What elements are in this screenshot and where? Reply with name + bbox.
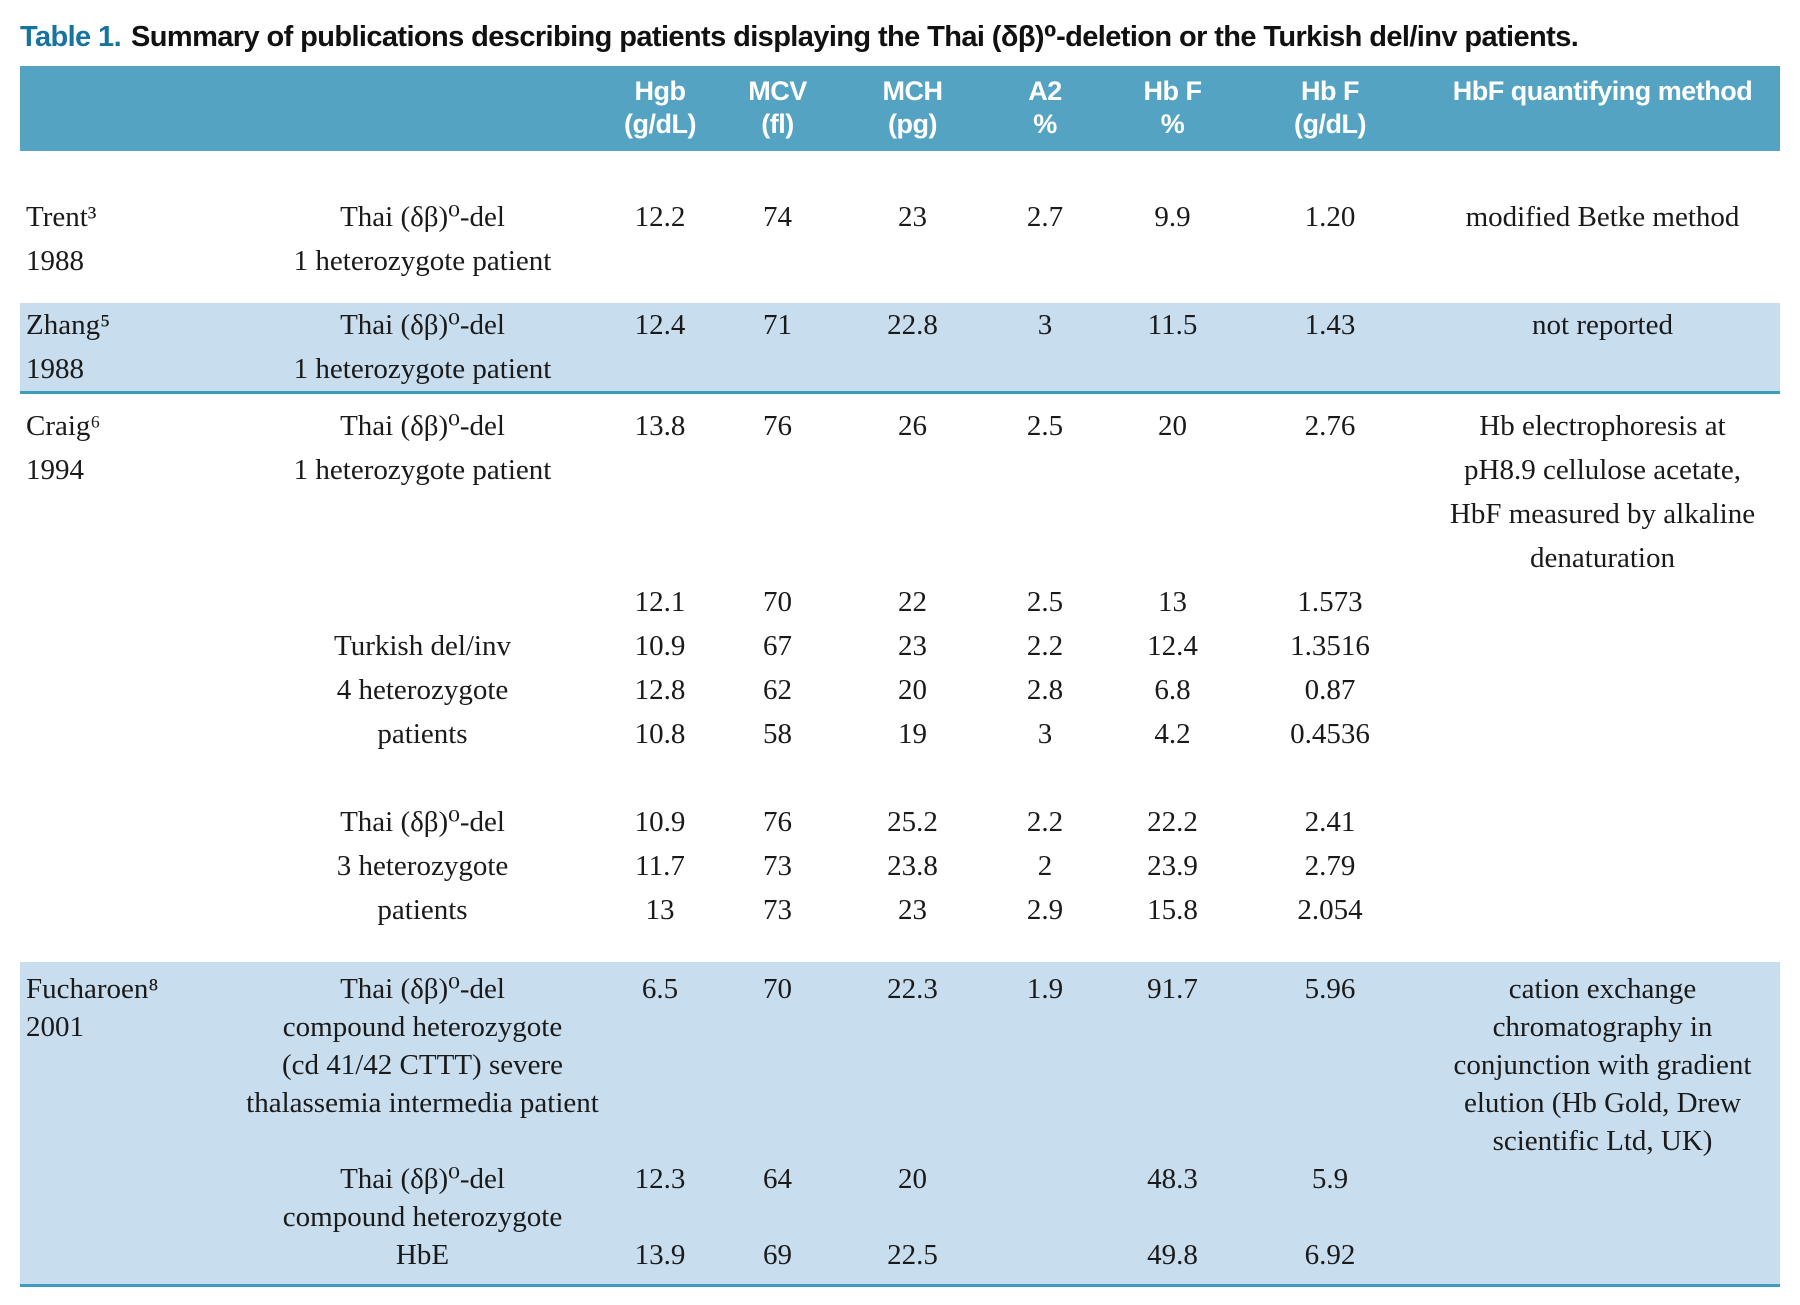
- genotype-cell: Thai (δβ)⁰-del: [340, 309, 505, 341]
- table-caption: [20, 20, 1780, 54]
- value-cell: 5.96: [1304, 973, 1356, 1005]
- table-row: [20, 1160, 1780, 1198]
- value-cell: 11.5: [1147, 309, 1198, 341]
- header-cell: [1425, 75, 1780, 141]
- method-cell: HbF measured by alkaline: [1449, 498, 1756, 530]
- value-cell: 22: [898, 586, 927, 618]
- method-cell: elution (Hb Gold, Drew: [1463, 1087, 1742, 1119]
- value-cell: 12.4: [1147, 630, 1198, 662]
- value-cell: 12.8: [634, 674, 686, 706]
- value-cell: 91.7: [1147, 973, 1198, 1005]
- value-cell: 2.9: [1026, 894, 1064, 926]
- value-cell: 23: [898, 894, 927, 926]
- table-row: [20, 195, 1780, 239]
- value-cell: 23: [898, 201, 927, 233]
- table-row: [20, 303, 1780, 347]
- value-cell: 23.9: [1147, 850, 1198, 882]
- table-row: [20, 668, 1780, 712]
- value-cell: 3: [1037, 718, 1053, 750]
- table-row: [20, 239, 1780, 283]
- header-cell-line: %: [1160, 109, 1185, 139]
- value-cell: 2.41: [1304, 806, 1356, 838]
- genotype-cell: HbE: [395, 1239, 450, 1271]
- value-cell: 11.7: [635, 850, 685, 882]
- header-cell: [20, 75, 235, 141]
- value-cell: 5.9: [1311, 1163, 1349, 1195]
- header-cell-line: (pg): [888, 109, 937, 139]
- table-row: [20, 580, 1780, 624]
- value-cell: 12.4: [634, 309, 686, 341]
- header-cell-line: MCV: [748, 76, 807, 106]
- method-cell: not reported: [1532, 309, 1673, 341]
- genotype-cell: patients: [377, 718, 468, 750]
- value-cell: 2.5: [1026, 410, 1064, 442]
- header-cell-line: Hb F: [1301, 76, 1359, 106]
- table-row: [20, 712, 1780, 756]
- method-cell: denaturation: [1530, 542, 1675, 574]
- value-cell: 10.8: [634, 718, 686, 750]
- table-section-fucharoen-2001: [20, 962, 1780, 1287]
- value-cell: 12.3: [634, 1163, 686, 1195]
- value-cell: 23: [898, 630, 927, 662]
- value-cell: 49.8: [1147, 1239, 1198, 1271]
- table-row: [20, 347, 1780, 391]
- reference-cell: 1988: [26, 245, 84, 277]
- value-cell: 23.8: [887, 850, 938, 882]
- header-cell-line: MCH: [882, 76, 943, 106]
- genotype-cell: 1 heterozygote patient: [293, 245, 552, 277]
- method-cell: scientific Ltd, UK): [1492, 1125, 1713, 1157]
- summary-table: [20, 66, 1780, 1287]
- value-cell: 3: [1037, 309, 1053, 341]
- reference-cell: 1988: [26, 353, 84, 385]
- value-cell: 69: [763, 1239, 792, 1271]
- value-cell: 12.1: [634, 586, 686, 618]
- reference-cell: 2001: [26, 1011, 84, 1043]
- table-row: [20, 800, 1780, 844]
- method-cell: cation exchange: [1508, 973, 1697, 1005]
- genotype-cell: Thai (δβ)⁰-del: [340, 201, 505, 233]
- genotype-cell: patients: [377, 894, 468, 926]
- value-cell: 15.8: [1147, 894, 1198, 926]
- method-cell: conjunction with gradient: [1453, 1049, 1752, 1081]
- genotype-cell: Thai (δβ)⁰-del: [340, 973, 505, 1005]
- genotype-cell: 1 heterozygote patient: [293, 454, 552, 486]
- table-section-craig-1994: [20, 394, 1780, 962]
- header-cell-line: Hb F: [1143, 76, 1202, 106]
- value-cell: 20: [898, 1163, 927, 1195]
- table-row: [20, 1198, 1780, 1236]
- table-row: [20, 624, 1780, 668]
- value-cell: 70: [763, 586, 792, 618]
- value-cell: 10.9: [634, 630, 686, 662]
- value-cell: 1.43: [1304, 309, 1356, 341]
- value-cell: 2.2: [1026, 806, 1064, 838]
- header-cell: [710, 75, 845, 141]
- value-cell: 26: [898, 410, 927, 442]
- value-cell: 2: [1037, 850, 1053, 882]
- value-cell: 6.5: [641, 973, 679, 1005]
- value-cell: 20: [898, 674, 927, 706]
- value-cell: 22.3: [887, 973, 938, 1005]
- genotype-cell: compound heterozygote: [282, 1011, 563, 1043]
- value-cell: 9.9: [1154, 201, 1191, 233]
- reference-cell: Craig⁶: [26, 410, 101, 442]
- table-row: [20, 404, 1780, 448]
- header-cell: [980, 75, 1110, 141]
- table-row: [20, 888, 1780, 932]
- table-row: [20, 970, 1780, 1008]
- genotype-cell: (cd 41/42 CTTT) severe: [281, 1049, 564, 1081]
- value-cell: 58: [763, 718, 792, 750]
- value-cell: 76: [763, 806, 792, 838]
- value-cell: 25.2: [887, 806, 938, 838]
- method-cell: modified Betke method: [1465, 201, 1740, 233]
- value-cell: 2.76: [1304, 410, 1356, 442]
- value-cell: 13: [1158, 586, 1187, 618]
- table-row: [20, 1046, 1780, 1084]
- genotype-cell: Turkish del/inv: [334, 630, 511, 662]
- reference-cell: Zhang⁵: [26, 309, 111, 341]
- reference-cell: 1994: [26, 454, 84, 486]
- header-cell-line: (g/dL): [624, 109, 696, 139]
- value-cell: 22.5: [887, 1239, 938, 1271]
- table-row: [20, 536, 1780, 580]
- value-cell: 67: [763, 630, 792, 662]
- value-cell: 48.3: [1147, 1163, 1198, 1195]
- header-cell-line: HbF quantifying method: [1452, 76, 1753, 106]
- value-cell: 71: [763, 309, 792, 341]
- table-row: [20, 756, 1780, 800]
- header-cell: [1110, 75, 1235, 141]
- table-row: [20, 1084, 1780, 1122]
- value-cell: 4.2: [1154, 718, 1191, 750]
- method-cell: chromatography in: [1492, 1011, 1713, 1043]
- reference-cell: Fucharoen⁸: [26, 973, 159, 1005]
- value-cell: 13.9: [634, 1239, 686, 1271]
- value-cell: 73: [763, 850, 792, 882]
- value-cell: 76: [763, 410, 792, 442]
- value-cell: 2.054: [1297, 894, 1363, 926]
- header-cell: [235, 75, 610, 141]
- value-cell: 1.20: [1304, 201, 1356, 233]
- value-cell: 70: [763, 973, 792, 1005]
- method-cell: Hb electrophoresis at: [1479, 410, 1726, 442]
- genotype-cell: Thai (δβ)⁰-del: [340, 410, 505, 442]
- table-row: [20, 1122, 1780, 1160]
- header-cell: [845, 75, 980, 141]
- value-cell: 13: [645, 894, 675, 926]
- value-cell: 20: [1158, 410, 1187, 442]
- header-cell: [610, 75, 710, 141]
- value-cell: 62: [763, 674, 792, 706]
- table-row: [20, 1008, 1780, 1046]
- header-cell: [1235, 75, 1425, 141]
- value-cell: 1.3516: [1290, 630, 1370, 662]
- table-row: [20, 1236, 1780, 1274]
- header-cell-line: (fl): [761, 109, 794, 139]
- method-cell: pH8.9 cellulose acetate,: [1464, 454, 1741, 486]
- header-cell-line: A2: [1028, 76, 1062, 106]
- table-caption-text: Summary of publications describing patients displaying the Thai (δβ)⁰-deletion or the Turkish del/inv patients.: [131, 21, 1579, 53]
- genotype-cell: Thai (δβ)⁰-del: [340, 1163, 505, 1195]
- table-row: [20, 492, 1780, 536]
- value-cell: 13.8: [634, 410, 686, 442]
- table-section-zhang-1988: [20, 303, 1780, 394]
- reference-cell: Trent³: [26, 201, 97, 233]
- table-body: [20, 151, 1780, 1287]
- value-cell: 73: [763, 894, 792, 926]
- value-cell: 0.87: [1304, 674, 1356, 706]
- genotype-cell: Thai (δβ)⁰-del: [340, 806, 505, 838]
- header-cell-line: (g/dL): [1294, 109, 1366, 139]
- value-cell: 64: [763, 1163, 792, 1195]
- value-cell: 1.9: [1026, 973, 1064, 1005]
- value-cell: 10.9: [634, 806, 686, 838]
- value-cell: 22.8: [887, 309, 938, 341]
- value-cell: 2.7: [1026, 201, 1064, 233]
- value-cell: 2.8: [1026, 674, 1064, 706]
- value-cell: 2.79: [1304, 850, 1356, 882]
- value-cell: 0.4536: [1290, 718, 1370, 750]
- header-cell-line: %: [1033, 109, 1057, 139]
- value-cell: 2.2: [1026, 630, 1064, 662]
- table-row: [20, 448, 1780, 492]
- table-header-band: [20, 66, 1780, 151]
- value-cell: 74: [763, 201, 792, 233]
- value-cell: 22.2: [1147, 806, 1198, 838]
- value-cell: 6.8: [1154, 674, 1191, 706]
- table-row: [20, 844, 1780, 888]
- genotype-cell: 1 heterozygote patient: [293, 353, 552, 385]
- value-cell: 19: [898, 718, 927, 750]
- header-cell-line: Hgb: [634, 76, 686, 106]
- value-cell: 6.92: [1304, 1239, 1356, 1271]
- table-caption-label: Table 1.: [20, 21, 122, 53]
- table-section-trent-1988: [20, 151, 1780, 303]
- value-cell: 2.5: [1026, 586, 1064, 618]
- genotype-cell: 3 heterozygote: [336, 850, 509, 882]
- genotype-cell: compound heterozygote: [282, 1201, 563, 1233]
- genotype-cell: 4 heterozygote: [336, 674, 509, 706]
- genotype-cell: thalassemia intermedia patient: [246, 1087, 599, 1119]
- value-cell: 1.573: [1297, 586, 1363, 618]
- value-cell: 12.2: [634, 201, 686, 233]
